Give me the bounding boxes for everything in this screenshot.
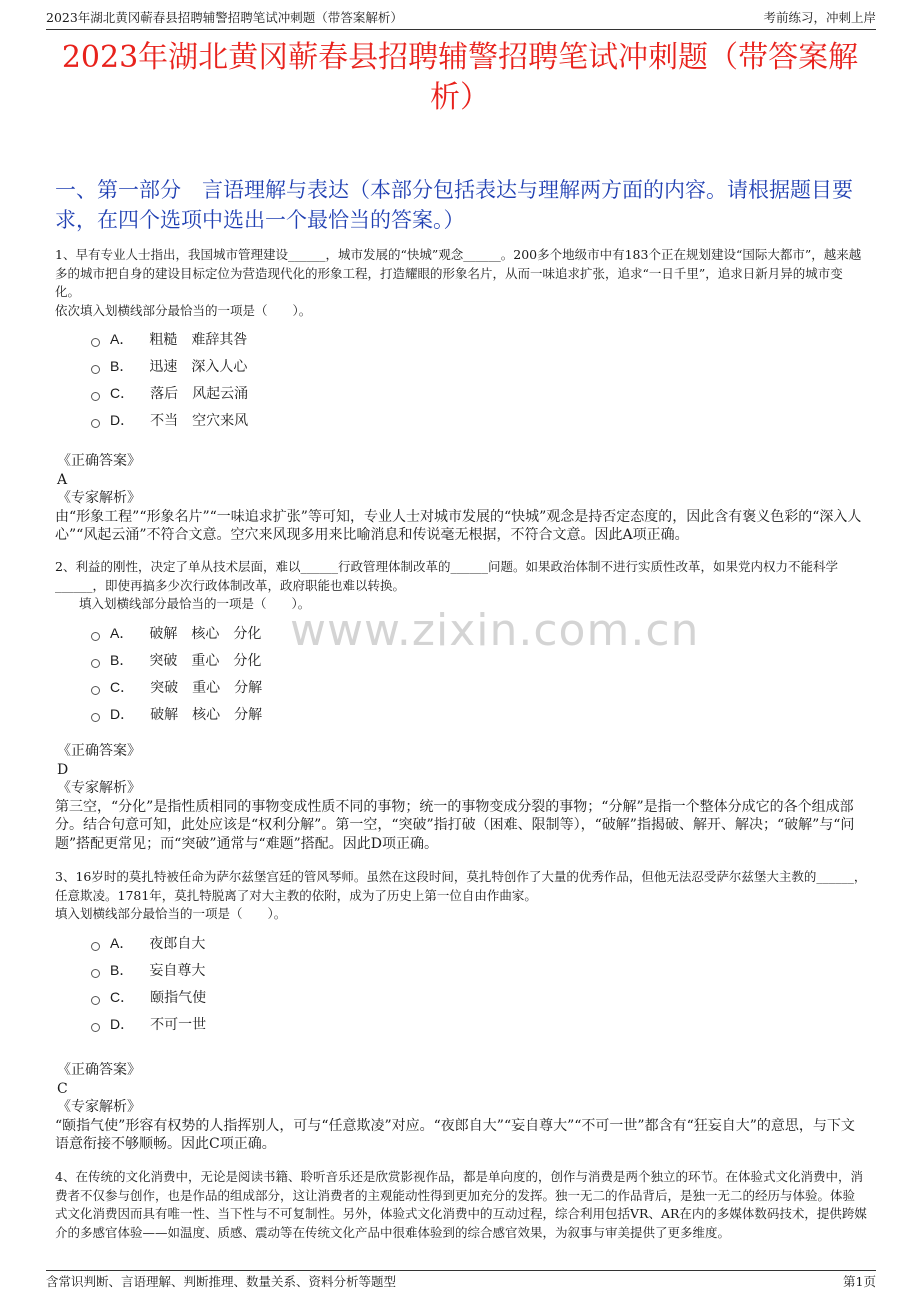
option-word: 不可一世 [150, 1015, 207, 1032]
option-letter: C． [110, 385, 135, 402]
option-word: 妄自尊大 [149, 961, 206, 978]
option-word: 风起云涌 [192, 385, 249, 402]
option-a[interactable] [91, 930, 867, 957]
option-list [91, 930, 867, 1038]
option-letter: D． [110, 1015, 135, 1032]
option-a[interactable] [91, 326, 867, 353]
option-word: 粗糙 [149, 331, 178, 348]
answer-value: D [57, 761, 69, 778]
header-slogan: 考前练习，冲刺上岸 [763, 10, 876, 25]
option-letter: C． [110, 988, 135, 1005]
question-text: 3、16岁时的莫扎特被任命为萨尔兹堡宫廷的管风琴师。虽然在这段时间，莫扎特创作了大量的优秀作品，但他无法忍受萨尔兹堡大主教的______，任意欺凌。1781年，莫扎特脱离了对大主教的依附，成为了历史上第一位自由作曲家。 [55, 869, 867, 903]
question-1 [55, 246, 867, 434]
option-letter: B． [110, 961, 134, 978]
option-word: 深入人心 [191, 358, 248, 375]
option-c[interactable] [91, 674, 867, 701]
radio-icon[interactable] [91, 942, 100, 951]
option-letter: B． [110, 358, 134, 375]
option-d[interactable] [91, 701, 867, 728]
question-prompt: 填入划横线部分最恰当的一项是（ ）。 [55, 906, 287, 921]
option-word: 难辞其咎 [191, 331, 248, 348]
option-c[interactable] [91, 380, 867, 407]
option-word: 破解 [149, 624, 178, 641]
option-word: 颐指气使 [150, 988, 207, 1005]
radio-icon[interactable] [91, 686, 100, 695]
option-word: 不当 [150, 412, 179, 429]
option-d[interactable] [91, 1011, 867, 1038]
analysis-label: 《专家解析》 [57, 780, 141, 796]
option-letter: C． [110, 678, 135, 695]
option-word: 重心 [191, 651, 220, 668]
analysis-label: 《专家解析》 [57, 490, 141, 506]
radio-icon[interactable] [91, 1023, 100, 1032]
option-letter: D． [110, 705, 135, 722]
question-3 [55, 868, 867, 1038]
document-title: 2023年湖北黄冈蕲春县招聘辅警招聘笔试冲刺题（带答案解析） [61, 40, 859, 115]
option-word: 分解 [234, 705, 263, 722]
radio-icon[interactable] [91, 338, 100, 347]
option-letter: B． [110, 651, 134, 668]
option-list [91, 326, 867, 434]
section-heading: 一、第一部分 言语理解与表达（本部分包括表达与理解两方面的内容。请根据题目要求，在四个选项中选出一个最恰当的答案。） [55, 178, 853, 232]
option-word: 空穴来风 [192, 412, 249, 429]
question-4 [55, 1168, 867, 1242]
option-word: 突破 [150, 678, 179, 695]
option-word: 迅速 [149, 358, 178, 375]
option-b[interactable] [91, 353, 867, 380]
radio-icon[interactable] [91, 419, 100, 428]
question-text: 1、早有专业人士指出，我国城市管理建设______，城市发展的“快城”观念______。200多个地级市中有183个正在规划建设“国际大都市”，越来越多的城市把自身的建设目标定位为营造现代化的形象工程，打造耀眼的形象名片，从而一味追求扩张，追求“一日千里”，追求日新月异的城市变化。 [55, 247, 862, 299]
option-word: 破解 [150, 705, 179, 722]
answer-label: 《正确答案》 [57, 453, 141, 469]
header-title: 2023年湖北黄冈蕲春县招聘辅警招聘笔试冲刺题（带答案解析） [46, 10, 403, 25]
question-text: 4、在传统的文化消费中，无论是阅读书籍、聆听音乐还是欣赏影视作品，都是单向度的，创作与消费是两个独立的环节。在体验式文化消费中，消费者不仅参与创作，也是作品的组成部分，这让消费者的主观能动性得到更加充分的发挥。独一无二的作品背后，是独一无二的经历与体验。体验式文化消费因而具有唯一性、当下性与不可复制性。另外，体验式文化消费中的互动过程，综合利用包括VR、AR在内的多媒体数码技术，提供跨媒介的多感官体验——如温度、质感、震动等在传统文化产品中很难体验到的综合感官效果，为叙事与审美提供了更多维度。 [55, 1169, 867, 1240]
option-word: 分解 [234, 678, 263, 695]
answer-block-2 [55, 742, 867, 853]
option-word: 核心 [191, 624, 220, 641]
question-text: 2、利益的刚性，决定了单从技术层面，难以______行政管理体制改革的______问题。如果政治体制不进行实质性改革，如果党内权力不能科学______，即使再搞多少次行政体制改革，政府职能也难以转换。 [55, 559, 838, 593]
radio-icon[interactable] [91, 392, 100, 401]
option-c[interactable] [91, 984, 867, 1011]
option-word: 核心 [192, 705, 221, 722]
page-header [46, 9, 876, 30]
option-word: 分化 [233, 624, 262, 641]
answer-label: 《正确答案》 [57, 743, 141, 759]
radio-icon[interactable] [91, 659, 100, 668]
analysis-label: 《专家解析》 [57, 1099, 141, 1115]
answer-block-3 [55, 1061, 867, 1154]
question-prompt: 依次填入划横线部分最恰当的一项是（ ）。 [55, 302, 312, 318]
option-d[interactable] [91, 407, 867, 434]
radio-icon[interactable] [91, 996, 100, 1005]
page-number: 第1页 [843, 1274, 876, 1289]
option-letter: A． [110, 331, 134, 348]
analysis-text: “颐指气使”形容有权势的人指挥别人，可与“任意欺凌”对应。“夜郎自大”“妄自尊大”“不可一世”都含有“狂妄自大”的意思，与下文语意衔接不够顺畅。因此C项正确。 [55, 1117, 855, 1152]
option-word: 分化 [233, 651, 262, 668]
analysis-text: 由“形象工程”“形象名片”“一味追求扩张”等可知，专业人士对城市发展的“快城”观念是持否定态度的，因此含有褒义色彩的“深入人心”“风起云涌”不符合文意。空穴来风现多用来比喻消息和传说毫无根据，不符合文意。因此A项正确。 [55, 508, 862, 543]
option-word: 落后 [150, 385, 179, 402]
radio-icon[interactable] [91, 632, 100, 641]
answer-value: C [57, 1080, 68, 1097]
answer-label: 《正确答案》 [57, 1062, 141, 1078]
answer-value: A [57, 471, 68, 488]
option-word: 夜郎自大 [149, 934, 206, 951]
option-letter: D． [110, 412, 135, 429]
question-prompt: 填入划横线部分最恰当的一项是（ ）。 [79, 596, 311, 611]
footer-note: 含常识判断、言语理解、判断推理、数量关系、资料分析等题型 [46, 1274, 397, 1289]
page-footer [46, 1270, 876, 1291]
radio-icon[interactable] [91, 713, 100, 722]
radio-icon[interactable] [91, 969, 100, 978]
option-letter: A． [110, 624, 134, 641]
watermark: www.zixin.com.cn [290, 605, 700, 656]
answer-block-1 [55, 452, 867, 545]
option-letter: A． [110, 934, 134, 951]
option-word: 突破 [149, 651, 178, 668]
radio-icon[interactable] [91, 365, 100, 374]
option-word: 重心 [192, 678, 221, 695]
analysis-text: 第三空，“分化”是指性质相同的事物变成性质不同的事物；统一的事物变成分裂的事物；“分解”是指一个整体分成它的各个组成部分。结合句意可知，此处应该是“权利分解”。第一空，“突破”指打破（困难、限制等），“破解”指揭破、解开、解决；“破解”与“问题”搭配更常见；而“突破”通常与“难题”搭配。因此D项正确。 [55, 798, 855, 852]
option-b[interactable] [91, 957, 867, 984]
